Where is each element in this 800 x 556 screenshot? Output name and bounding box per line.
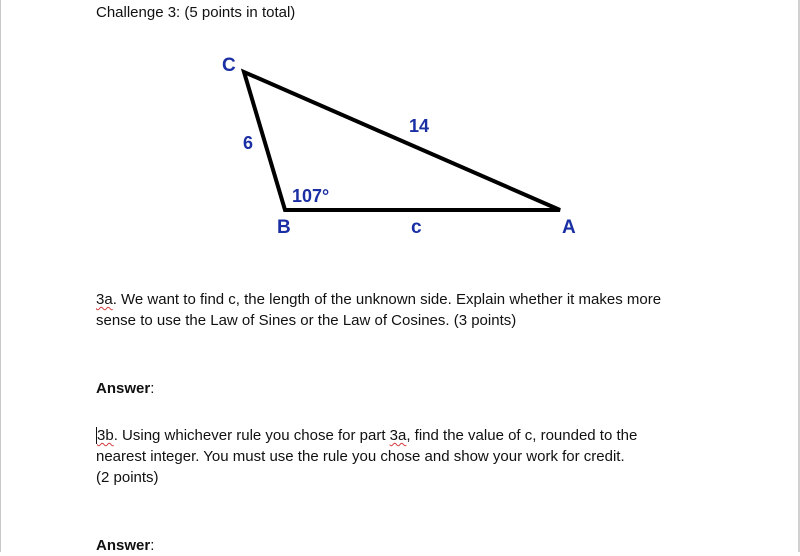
question-3a — [96, 289, 716, 331]
vertex-label-c: C — [222, 55, 236, 76]
question-3a-text-line2: sense to use the Law of Sines or the Law of Cosines. (3 points) — [96, 312, 517, 329]
question-3b-label: 3b — [97, 427, 114, 444]
side-label-ba: c — [411, 217, 422, 238]
question-3b — [96, 425, 716, 488]
answer-3a — [96, 378, 716, 399]
question-3a-label: 3a — [96, 291, 113, 308]
answer-3a-label: Answer — [96, 380, 151, 397]
angle-label-b: 107° — [292, 186, 330, 206]
answer-3b-label: Answer — [96, 537, 151, 554]
vertex-label-b: B — [277, 217, 291, 238]
question-3b-text-line1a: . Using whichever rule you chose for part — [113, 427, 390, 444]
answer-3a-colon: : — [150, 380, 155, 397]
question-3b-text-line1b: , find the value of c, rounded to the — [406, 427, 638, 444]
answer-3b-colon: : — [150, 537, 155, 554]
side-label-ca: 14 — [409, 116, 430, 136]
answer-3b — [96, 535, 716, 556]
page-left-edge — [0, 0, 1, 552]
question-3b-text-line2: nearest integer. You must use the rule you chose and show your work for credit. — [96, 448, 625, 465]
challenge-title: Challenge 3: (5 points in total) — [96, 4, 296, 21]
question-3b-text-line3: (2 points) — [96, 469, 159, 486]
vertex-label-a: A — [562, 217, 576, 238]
question-3a-text-line1: . We want to find c, the length of the unknown side. Explain whether it makes more — [112, 291, 662, 308]
triangle-diagram — [200, 48, 600, 248]
question-3b-ref: 3a — [389, 427, 407, 444]
side-label-cb: 6 — [243, 133, 254, 153]
